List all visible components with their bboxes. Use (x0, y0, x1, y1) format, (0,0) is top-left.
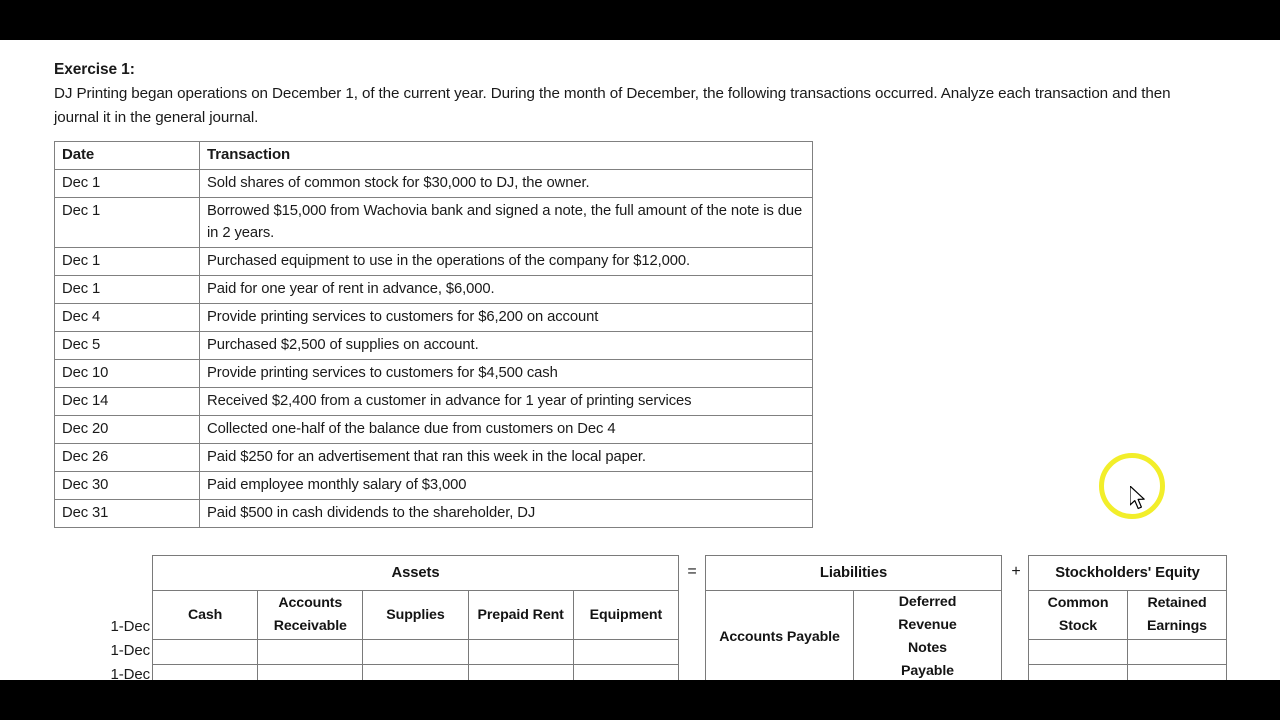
transaction-date: Dec 1 (55, 170, 200, 198)
column-header-deferred-revenue-notes-payable (854, 591, 1002, 681)
transaction-date: Dec 4 (55, 304, 200, 332)
table-row (55, 332, 813, 360)
assets-cell-supplies[interactable] (363, 665, 468, 681)
assets-cell-cash[interactable] (153, 665, 258, 681)
transaction-description: Purchased $2,500 of supplies on account. (200, 332, 813, 360)
equals-operator: = (687, 563, 697, 580)
equation-row-date: 1-Dec (110, 642, 150, 659)
equity-cell-retained-earnings[interactable] (1128, 640, 1227, 665)
exercise-title: Exercise 1: (54, 61, 135, 78)
transaction-date: Dec 5 (55, 332, 200, 360)
equity-cell-common-stock[interactable] (1029, 665, 1128, 681)
transaction-description: Collected one-half of the balance due from customers on Dec 4 (200, 416, 813, 444)
transaction-description: Provide printing services to customers for $4,500 cash (200, 360, 813, 388)
assets-cell-accounts-receivable[interactable] (258, 665, 363, 681)
assets-table (152, 555, 679, 680)
column-header-common-stock: Common Stock (1029, 591, 1128, 640)
transaction-description: Borrowed $15,000 from Wachovia bank and signed a note, the full amount of the note is due in 2 years. (200, 198, 813, 248)
equity-subheader-row (1029, 591, 1227, 640)
equation-row-date-labels (60, 615, 150, 680)
transactions-table-head (55, 142, 813, 170)
table-row (55, 472, 813, 500)
transaction-date: Dec 1 (55, 198, 200, 248)
column-header-deferred-revenue: Deferred Revenue (898, 594, 957, 633)
transaction-description: Paid for one year of rent in advance, $6,000. (200, 276, 813, 304)
letterbox-bottom-bar (0, 680, 1280, 720)
transaction-date: Dec 20 (55, 416, 200, 444)
column-header-accounts-receivable: Accounts Receivable (258, 591, 363, 640)
assets-cell-supplies[interactable] (363, 640, 468, 665)
transaction-date: Dec 14 (55, 388, 200, 416)
table-row (55, 416, 813, 444)
assets-cell-accounts-receivable[interactable] (258, 640, 363, 665)
transaction-description: Paid $500 in cash dividends to the shareholder, DJ (200, 500, 813, 528)
stockholders-equity-table (1028, 555, 1227, 680)
exercise-intro-paragraph: DJ Printing began operations on December 1, of the current year. During the month of December, the following transactions occurred. Analyze each transaction and then journal it in the general journal. (54, 85, 1171, 126)
transaction-date: Dec 26 (55, 444, 200, 472)
assets-cell-equipment[interactable] (573, 665, 678, 681)
liabilities-subheader-row (706, 591, 1002, 681)
equation-row-date: 1-Dec (110, 666, 150, 680)
table-row[interactable] (153, 665, 679, 681)
transaction-description: Sold shares of common stock for $30,000 to DJ, the owner. (200, 170, 813, 198)
assets-cell-cash[interactable] (153, 640, 258, 665)
transaction-description: Provide printing services to customers for $6,200 on account (200, 304, 813, 332)
transaction-date: Dec 31 (55, 500, 200, 528)
transaction-date: Dec 1 (55, 248, 200, 276)
equity-cell-common-stock[interactable] (1029, 640, 1128, 665)
assets-group-label: Assets (153, 556, 679, 591)
column-header-retained-earnings: Retained Earnings (1128, 591, 1227, 640)
assets-cell-prepaid-rent[interactable] (468, 640, 573, 665)
table-row (55, 304, 813, 332)
table-row (55, 444, 813, 472)
accounting-equation-worksheet (0, 517, 1280, 680)
table-row (55, 388, 813, 416)
table-row[interactable] (1029, 640, 1227, 665)
slide-canvas (0, 40, 1280, 680)
transaction-description: Paid $250 for an advertisement that ran this week in the local paper. (200, 444, 813, 472)
equation-row-date: 1-Dec (110, 618, 150, 635)
transaction-date: Dec 1 (55, 276, 200, 304)
liabilities-group-label: Liabilities (706, 556, 1002, 591)
assets-group-header-row (153, 556, 679, 591)
transaction-date: Dec 30 (55, 472, 200, 500)
table-row[interactable] (1029, 665, 1227, 681)
table-row (55, 170, 813, 198)
assets-cell-equipment[interactable] (573, 640, 678, 665)
table-row (55, 360, 813, 388)
column-header-supplies: Supplies (363, 591, 468, 640)
plus-operator: + (1011, 563, 1021, 580)
transaction-description: Paid employee monthly salary of $3,000 (200, 472, 813, 500)
equity-group-label: Stockholders' Equity (1029, 556, 1227, 591)
column-header-date: Date (55, 142, 200, 170)
column-header-notes-payable: Notes Payable (901, 640, 954, 679)
liabilities-table (705, 555, 1002, 680)
table-header-row (55, 142, 813, 170)
table-row (55, 276, 813, 304)
transactions-table (54, 141, 813, 528)
transactions-table-body (55, 170, 813, 528)
assets-subheader-row (153, 591, 679, 640)
table-row (55, 198, 813, 248)
transaction-description: Purchased equipment to use in the operations of the company for $12,000. (200, 248, 813, 276)
column-header-equipment: Equipment (573, 591, 678, 640)
equity-group-header-row (1029, 556, 1227, 591)
liabilities-group-header-row (706, 556, 1002, 591)
column-header-prepaid-rent: Prepaid Rent (468, 591, 573, 640)
table-row (55, 248, 813, 276)
transaction-date: Dec 10 (55, 360, 200, 388)
equity-cell-retained-earnings[interactable] (1128, 665, 1227, 681)
column-header-transaction: Transaction (200, 142, 813, 170)
transaction-description: Received $2,400 from a customer in advance for 1 year of printing services (200, 388, 813, 416)
assets-cell-prepaid-rent[interactable] (468, 665, 573, 681)
column-header-accounts-payable: Accounts Payable (706, 591, 854, 681)
table-row[interactable] (153, 640, 679, 665)
column-header-cash: Cash (153, 591, 258, 640)
letterbox-top-bar (0, 0, 1280, 40)
